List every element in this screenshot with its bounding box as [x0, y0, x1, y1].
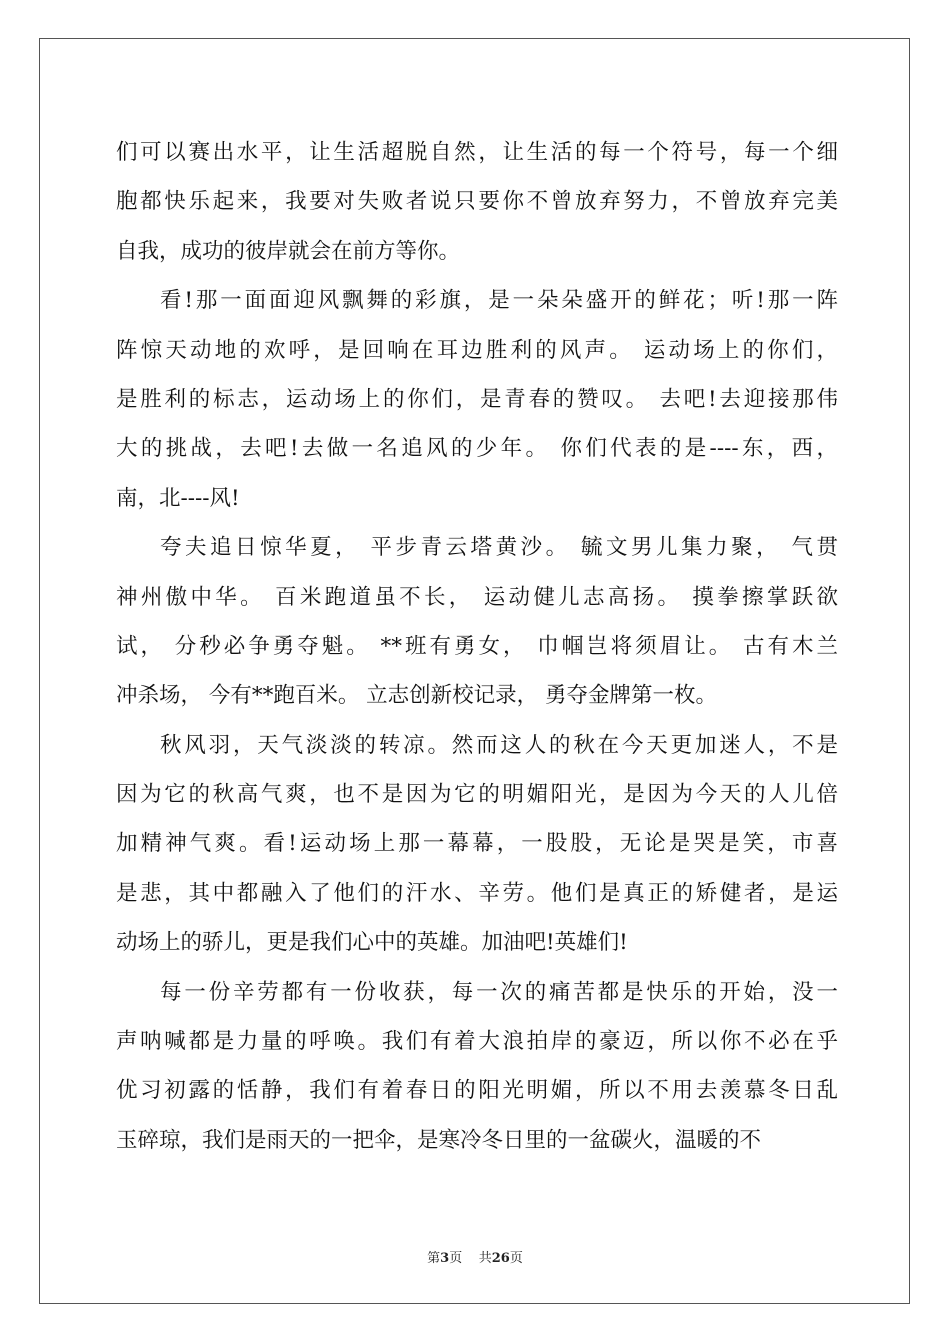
- text-line: 自我，成功的彼岸就会在前方等你。: [116, 238, 461, 264]
- text-line: 秋风羽，天气淡淡的转凉。然而这人的秋在今天更加迷人，不是: [160, 732, 838, 758]
- text-line: 试， 分秒必争勇夺魁。 **班有勇女， 巾帼岂将须眉让。 古有木兰: [116, 633, 838, 659]
- paragraph: [116, 276, 838, 523]
- text-line: 玉碎琼，我们是雨天的一把伞，是寒冷冬日里的一盆碳火，温暖的不: [116, 1127, 762, 1153]
- text-line: 加精神气爽。看!运动场上那一幕幕，一股股，无论是哭是笑，市喜: [116, 831, 838, 857]
- text-line: 胞都快乐起来，我要对失败者说只要你不曾放弃努力，不曾放弃完美: [116, 189, 838, 215]
- text-line: 大的挑战，去吧!去做一名追风的少年。 你们代表的是----东，西，: [116, 436, 838, 462]
- text-line: 看!那一面面迎风飘舞的彩旗，是一朵朵盛开的鲜花；听!那一阵: [160, 288, 838, 314]
- footer-total-suffix: 页: [509, 1251, 523, 1266]
- text-line: 是胜利的标志，运动场上的你们，是青春的赞叹。 去吧!去迎接那伟: [116, 386, 838, 412]
- text-line: 夸夫追日惊华夏， 平步青云塔黄沙。 毓文男儿集力聚， 气贯: [160, 535, 838, 561]
- page-footer: [0, 1247, 950, 1266]
- text-line: 们可以赛出水平，让生活超脱自然，让生活的每一个符号，每一个细: [116, 140, 838, 165]
- text-line: 神州傲中华。 百米跑道虽不长， 运动健儿志高扬。 摸拳擦掌跃欲: [116, 584, 838, 610]
- footer-page-suffix: 页: [449, 1251, 463, 1266]
- footer-prefix: 第: [427, 1251, 441, 1266]
- text-line: 南，北----风!: [116, 485, 240, 511]
- document-body: [116, 128, 838, 1165]
- text-line: 因为它的秋高气爽，也不是因为它的明媚阳光，是因为今天的人儿倍: [116, 782, 838, 808]
- current-page-number: 3: [440, 1251, 450, 1266]
- paragraph: [116, 968, 838, 1166]
- text-line: 优习初露的恬静，我们有着春日的阳光明媚，所以不用去羡慕冬日乱: [116, 1078, 838, 1104]
- text-line: 每一份辛劳都有一份收获，每一次的痛苦都是快乐的开始，没一: [160, 979, 838, 1005]
- total-page-number: 26: [491, 1251, 510, 1266]
- paragraph: [116, 721, 838, 968]
- paragraph: [116, 128, 838, 276]
- text-line: 声呐喊都是力量的呼唤。我们有着大浪拍岸的豪迈，所以你不必在乎: [116, 1029, 838, 1055]
- text-line: 动场上的骄儿，更是我们心中的英雄。加油吧!英雄们!: [116, 930, 628, 956]
- text-line: 冲杀场， 今有**跑百米。 立志创新校记录， 勇夺金牌第一枚。: [116, 683, 718, 709]
- text-line: 是悲，其中都融入了他们的汗水、辛劳。他们是真正的矫健者，是运: [116, 880, 838, 906]
- paragraph: [116, 523, 838, 721]
- footer-total-prefix: 共: [478, 1251, 492, 1266]
- text-line: 阵惊天动地的欢呼，是回响在耳边胜利的风声。 运动场上的你们，: [116, 337, 838, 363]
